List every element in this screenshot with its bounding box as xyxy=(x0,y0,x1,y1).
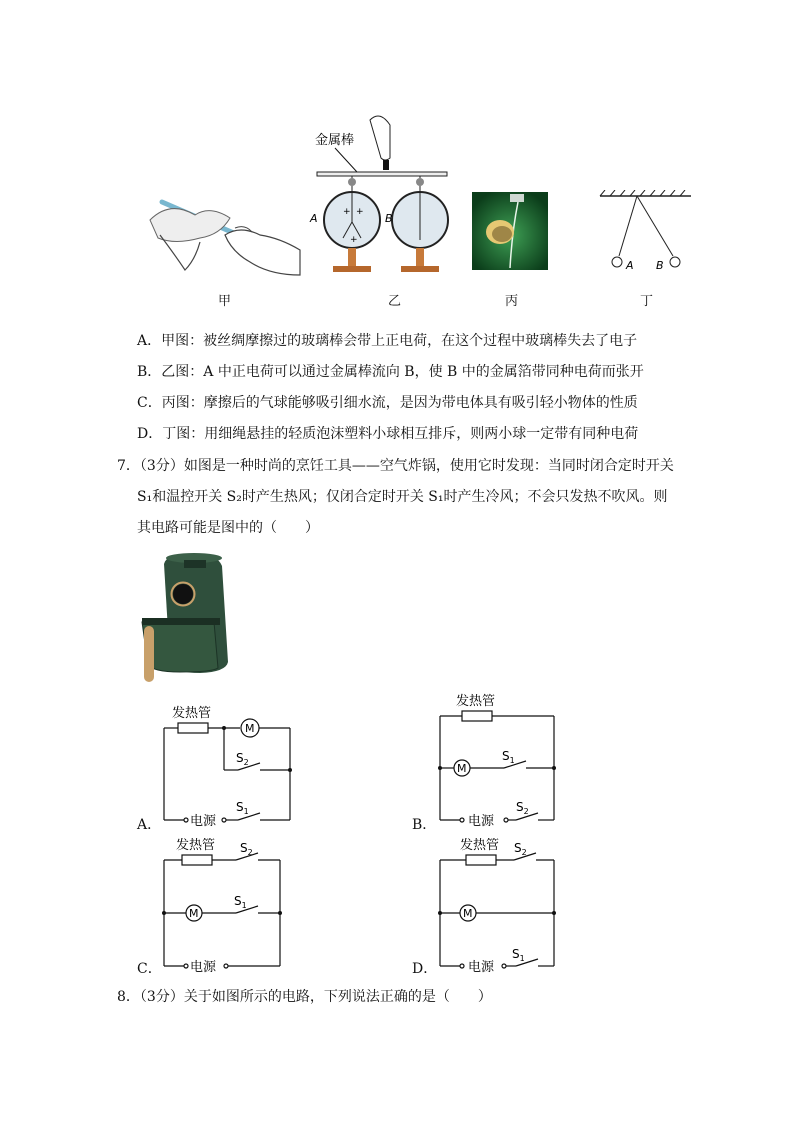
power-label: 电源 xyxy=(468,814,495,829)
power-label: 电源 xyxy=(190,814,217,829)
heater-label: 发热管 xyxy=(460,838,500,853)
heater-label: 发热管 xyxy=(456,694,496,709)
heater-label: 发热管 xyxy=(172,706,212,721)
metal-rod-label: 金属棒 xyxy=(315,133,355,148)
q6-option-d[interactable]: D．丁图：用细绳悬挂的轻质泡沫塑料小球相互排斥，则两小球一定带有同种电荷 xyxy=(137,426,639,442)
figure-ding-hanging-balls xyxy=(595,190,695,275)
svg-text:+: + xyxy=(343,207,351,217)
caption-jia: 甲 xyxy=(218,294,232,309)
s1-label: $S_1$ xyxy=(234,894,247,910)
circuit-d-letter[interactable]: D． xyxy=(412,961,438,977)
motor-label: M xyxy=(463,907,473,920)
q7-line-1: 7．（3分）如图是一种时尚的烹饪工具——空气炸锅，使用它时发现：当同时闭合定时开关 xyxy=(117,458,674,474)
q8-number: 8． xyxy=(117,989,140,1005)
s2-label: $S_2$ xyxy=(240,841,253,857)
air-fryer-photo xyxy=(140,552,238,684)
s2-label: $S_2$ xyxy=(236,751,249,767)
heater-label: 发热管 xyxy=(176,838,216,853)
q6-option-b[interactable]: B．乙图：A 中正电荷可以通过金属棒流向 B，使 B 中的金属箔带同种电荷而张开 xyxy=(137,364,644,380)
q7-line-3: 其电路可能是图中的（ ） xyxy=(137,520,319,536)
motor-label: M xyxy=(189,907,199,920)
power-label: 电源 xyxy=(190,960,217,973)
circuit-a[interactable] xyxy=(160,700,310,832)
s2-label: $S_2$ xyxy=(514,841,527,857)
caption-yi: 乙 xyxy=(388,294,402,309)
motor-label: M xyxy=(245,722,255,735)
s2-label: $S_2$ xyxy=(516,800,529,816)
caption-ding: 丁 xyxy=(640,294,654,309)
figure-jia-rubbing-illustration xyxy=(140,180,305,280)
s1-label: $S_1$ xyxy=(512,947,525,963)
figure-yi-electroscopes xyxy=(305,110,455,280)
power-label: 电源 xyxy=(468,960,495,973)
electroscope-a-label: A xyxy=(310,212,318,225)
q6-option-a[interactable]: A．甲图：被丝绸摩擦过的玻璃棒会带上正电荷，在这个过程中玻璃棒失去了电子 xyxy=(137,333,638,349)
circuit-c-letter[interactable]: C． xyxy=(137,961,162,977)
s1-label: $S_1$ xyxy=(236,800,249,816)
electroscope-b-label: B xyxy=(385,212,393,225)
ball-b-label: B xyxy=(656,259,664,272)
circuit-d[interactable] xyxy=(436,838,561,973)
q6-option-c[interactable]: C．丙图：摩擦后的气球能够吸引细水流，是因为带电体具有吸引轻小物体的性质 xyxy=(137,395,638,411)
circuit-b-letter[interactable]: B． xyxy=(412,817,437,833)
question-8 xyxy=(117,988,492,1006)
svg-text:+: + xyxy=(350,235,358,245)
figure-bing-balloon-photo xyxy=(472,192,548,270)
ball-a-label: A xyxy=(626,259,634,272)
circuit-a-letter[interactable]: A． xyxy=(137,817,162,833)
caption-bing: 丙 xyxy=(505,294,519,309)
s1-label: $S_1$ xyxy=(502,749,515,765)
circuit-b[interactable] xyxy=(436,690,561,830)
q7-line-2: S₁和温控开关 S₂时产生热风；仅闭合定时开关 S₁时产生冷风；不会只发热不吹风。则 xyxy=(137,489,668,505)
circuit-c[interactable] xyxy=(160,838,285,973)
svg-text:+: + xyxy=(356,207,364,217)
q8-text: （3分）关于如图所示的电路，下列说法正确的是（ ） xyxy=(139,989,492,1005)
motor-label: M xyxy=(457,762,467,775)
q7-number: 7． xyxy=(117,458,140,474)
